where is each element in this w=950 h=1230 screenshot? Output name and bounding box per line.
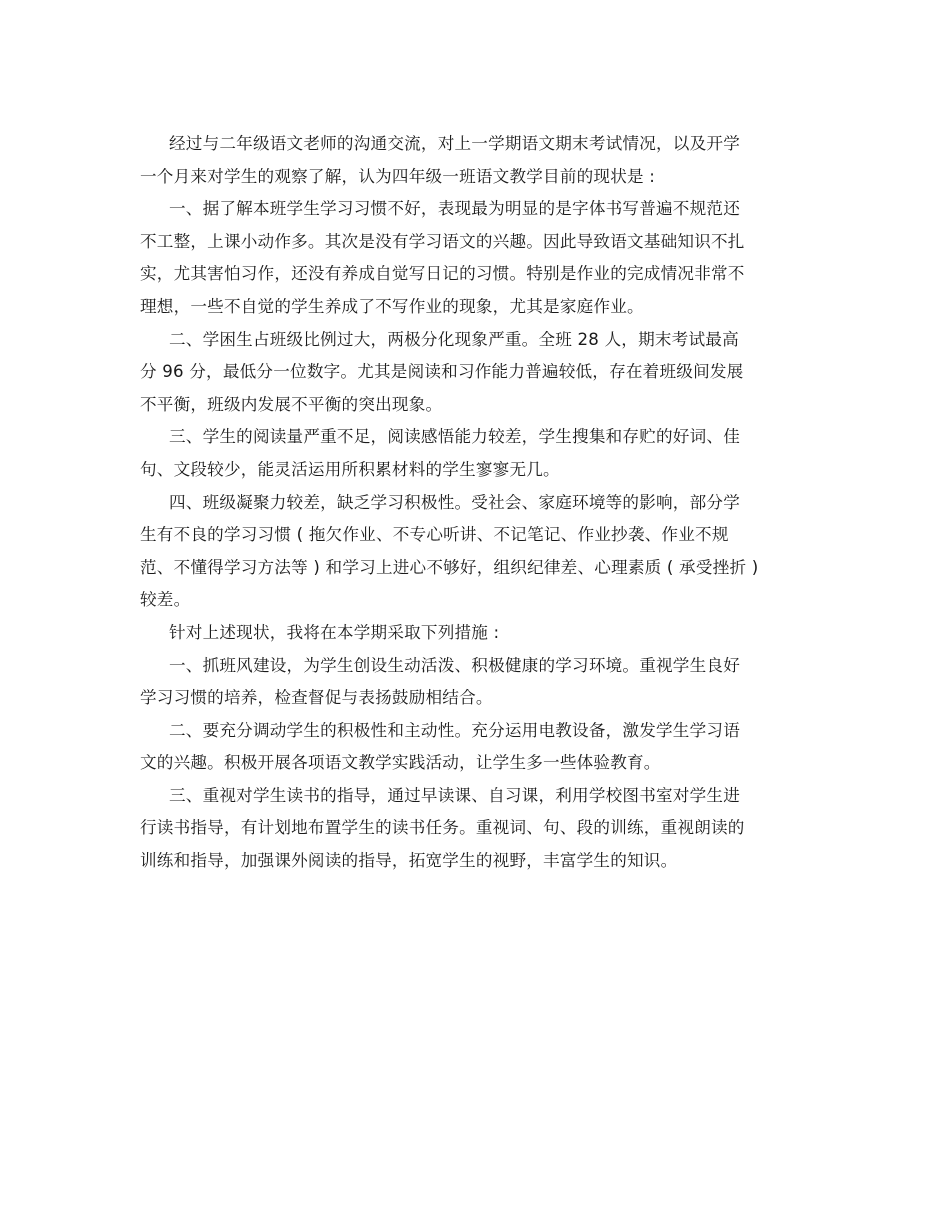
text-line: 二、要充分调动学生的积极性和主动性。充分运用电教设备，激发学生学习语 (169, 720, 740, 740)
text-line: 三、重视对学生读书的指导，通过早读课、自习课，利用学校图书室对学生进 (169, 785, 740, 805)
text-line: 针对上述现状，我将在本学期采取下列措施 : (169, 622, 500, 642)
text-line: 训练和指导，加强课外阅读的指导，拓宽学生的视野，丰富学生的知识。 (140, 851, 678, 871)
text-line: 不平衡，班级内发展不平衡的突出现象。 (140, 394, 443, 414)
text-line: 学习习惯的培养，检查督促与表扬鼓励相结合。 (140, 688, 493, 708)
text-line: 理想，一些不自觉的学生养成了不写作业的现象，尤其是家庭作业。 (140, 296, 644, 316)
text-line: 行读书指导，有计划地布置学生的读书任务。重视词、句、段的训练，重视朗读的 (140, 818, 745, 838)
text-line: 分 96 分，最低分一位数字。尤其是阅读和习作能力普遍较低，存在着班级间发展 (140, 362, 744, 382)
text-line: 不工整，上课小动作多。其次是没有学习语文的兴趣。因此导致语文基础知识不扎 (140, 231, 745, 251)
text-line: 四、班级凝聚力较差，缺乏学习积极性。受社会、家庭环境等的影响，部分学 (169, 492, 740, 512)
text-line: 三、学生的阅读量严重不足，阅读感悟能力较差，学生搜集和存贮的好词、佳 (169, 427, 740, 447)
text-line: 一个月来对学生的观察了解，认为四年级一班语文教学目前的现状是 : (140, 166, 656, 186)
document-body (140, 128, 810, 878)
text-line: 经过与二年级语文老师的沟通交流，对上一学期语文期末考试情况，以及开学 (169, 134, 740, 153)
text-line: 生有不良的学习习惯 ( 拖欠作业、不专心听讲、不记笔记、作业抄袭、作业不规 (140, 525, 729, 545)
text-line: 一、抓班风建设，为学生创设生动活泼、积极健康的学习环境。重视学生良好 (169, 655, 740, 675)
text-line: 文的兴趣。积极开展各项语文教学实践活动，让学生多一些体验教育。 (140, 753, 661, 773)
text-line: 句、文段较少，能灵活运用所积累材料的学生寥寥无几。 (140, 459, 560, 479)
text-line: 范、不懂得学习方法等 ) 和学习上进心不够好，组织纪律差、心理素质 ( 承受挫折 ) (140, 557, 759, 577)
text-line: 较差。 (140, 590, 191, 610)
text-line: 一、据了解本班学生学习习惯不好，表现最为明显的是字体书写普遍不规范还 (169, 199, 740, 219)
text-line: 二、学困生占班级比例过大，两极分化现象严重。全班 28 人，期末考试最高 (169, 329, 739, 349)
text-line: 实，尤其害怕习作，还没有养成自觉写日记的习惯。特别是作业的完成情况非常不 (140, 264, 745, 284)
